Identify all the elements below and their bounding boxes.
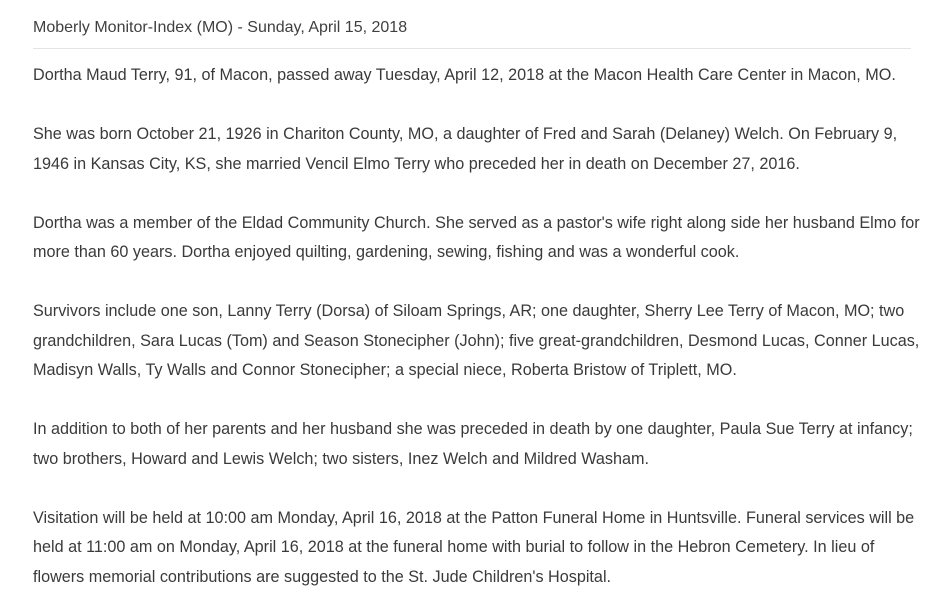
paragraph-preceded-in-death: In addition to both of her parents and her husband she was preceded in death by one daughter, Paula Sue Terry at infancy; two brothers, Howard and Lewis Welch; two sisters, Inez Welch and Mildred Washam.	[33, 420, 913, 468]
paragraph-survivors: Survivors include one son, Lanny Terry (Dorsa) of Siloam Springs, AR; one daughter, Sherry Lee Terry of Macon, MO; two grandchildren, Sara Lucas (Tom) and Season Stonecipher (John); five great-grandchildren, Desmond Lucas, Conner Lucas, Madisyn Walls, Ty Walls and Connor Stonecipher; a special niece, Roberta Bristow of Triplett, MO.	[33, 302, 920, 379]
paragraph-services: Visitation will be held at 10:00 am Monday, April 16, 2018 at the Patton Funeral Home in Huntsville. Funeral services will be held at 11:00 am on Monday, April 16, 2018 at the funeral home with burial to follow in the Hebron Cemetery. In lieu of flowers memorial contributions are suggested to the St. Jude Children's Hospital.	[33, 508, 915, 586]
paragraph-birth-marriage: She was born October 21, 1926 in Chariton County, MO, a daughter of Fred and Sarah (Delaney) Welch. On February 9, 1946 in Kansas City, KS, she married Vencil Elmo Terry who preceded her in death on December 27, 2016.	[33, 125, 898, 173]
paragraph-church-hobbies: Dortha was a member of the Eldad Community Church. She served as a pastor's wife right along side her husband Elmo for more than 60 years. Dortha enjoyed quilting, gardening, sewing, fishing and was a wonderful cook.	[33, 213, 920, 261]
paragraph-death-notice: Dortha Maud Terry, 91, of Macon, passed away Tuesday, April 12, 2018 at the Macon Health Care Center in Macon, MO.	[33, 66, 896, 84]
publication-source-line: Moberly Monitor-Index (MO) - Sunday, April 15, 2018	[33, 19, 408, 36]
divider	[33, 48, 911, 49]
article-body	[33, 61, 923, 592]
